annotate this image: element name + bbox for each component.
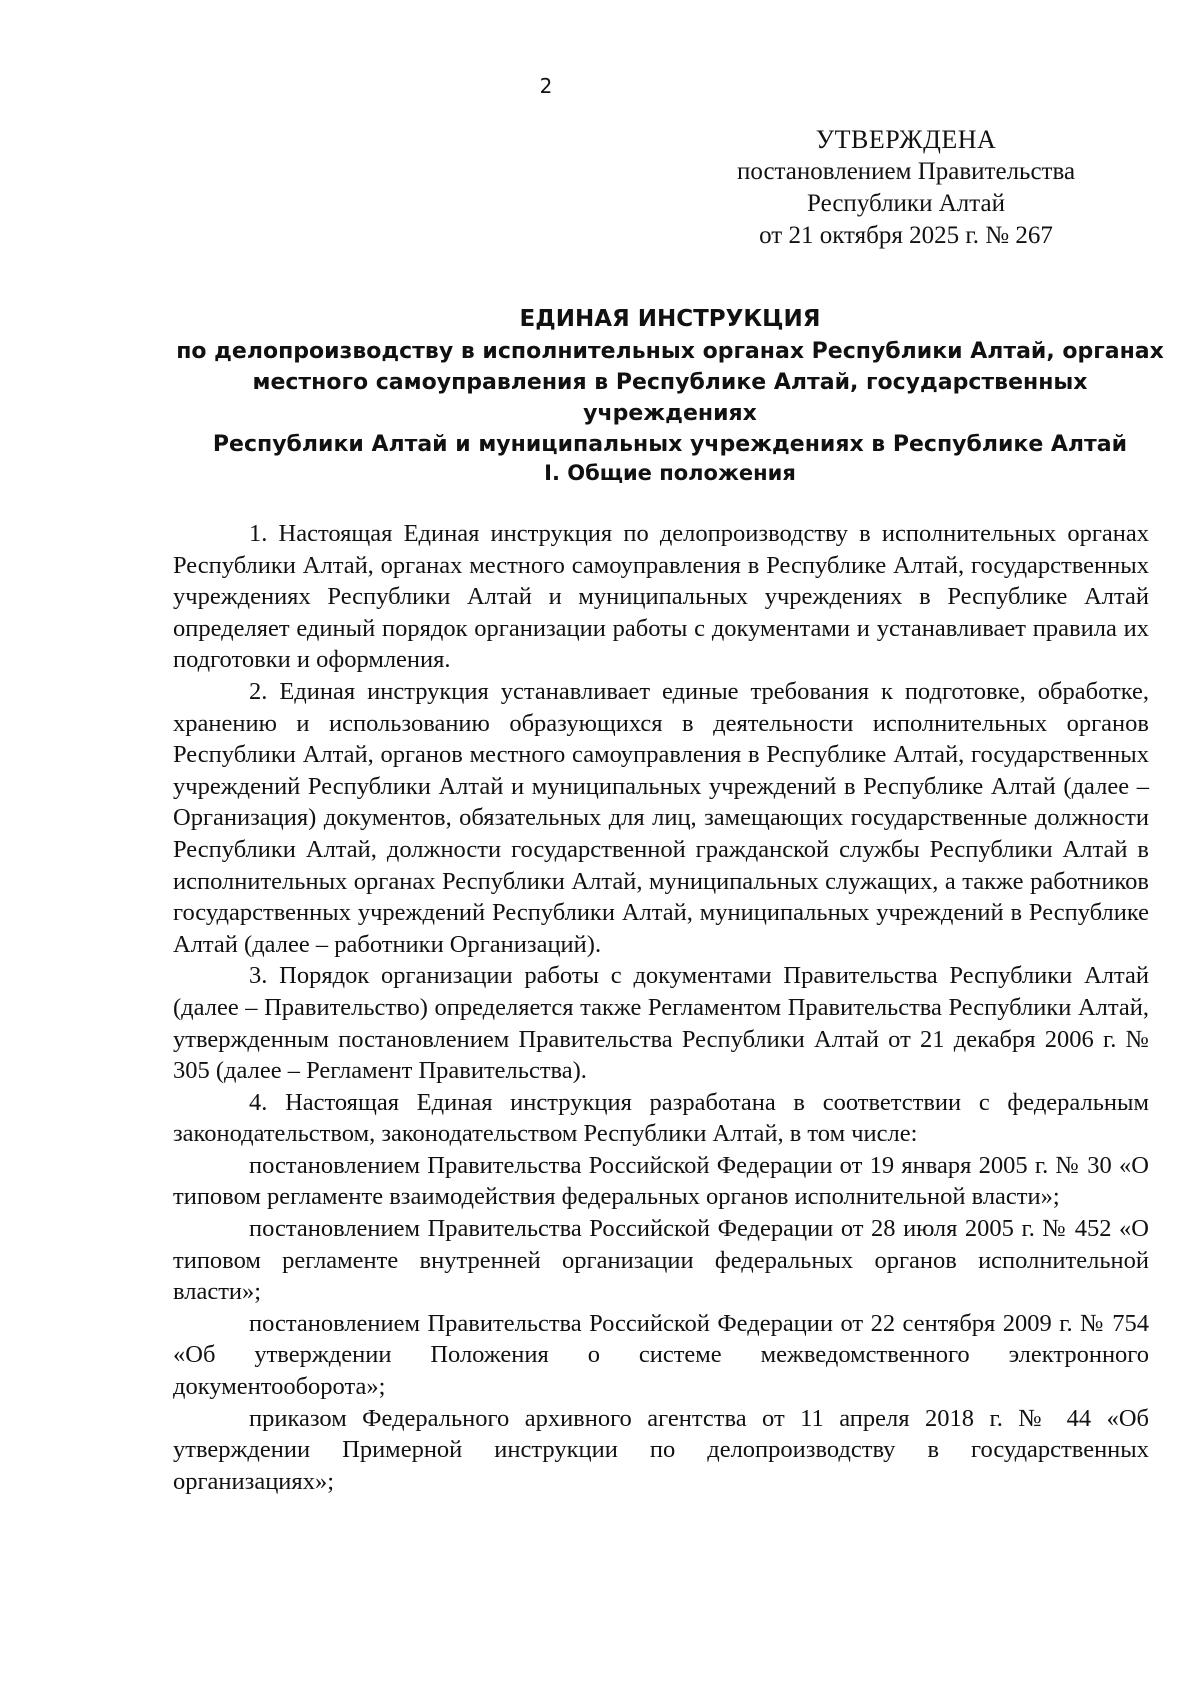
document-title-main: ЕДИНАЯ ИНСТРУКЦИЯ [519, 306, 821, 332]
document-title [170, 304, 1170, 460]
paragraph-list-item-1: постановлением Правительства Российской Федерации от 19 января 2005 г. № 30 «О типовом регламенте взаимодействия федеральных органов исполнительной власти»; [173, 1151, 1149, 1211]
section-heading: I. Общие положения [544, 461, 796, 485]
page-number: 2 [539, 74, 553, 98]
document-title-line-2: местного самоуправления в Республике Алтай, государственных учреждениях [252, 370, 1088, 426]
paragraph-3: 3. Порядок организации работы с документами Правительства Республики Алтай (далее – Правительство) определяется также Регламентом Правительства Республики Алтай, утвержденным постановлением Правительства Республики Алтай от 21 декабря 2006 г. № 305 (далее – Регламент Правительства). [173, 962, 1149, 1085]
approval-line-1: постановлением Правительства [736, 158, 1076, 185]
approval-title: УТВЕРЖДЕНА [815, 125, 997, 154]
approval-line-2: Республики Алтай [807, 190, 1005, 217]
paragraph-4: 4. Настоящая Единая инструкция разработана в соответствии с федеральным законодательством, законодательством Республики Алтай, в том числе: [173, 1088, 1149, 1148]
paragraph-2: 2. Единая инструкция устанавливает единые требования к подготовке, обработке, хранению и использованию образующихся в деятельности исполнительных органов Республики Алтай, органов местного самоуправления в Республике Алтай, государственных учреждений Республики Алтай и муниципальных учреждений в Республике Алтай (далее – Организация) документов, обязательных для лиц, замещающих государственные должности Республики Алтай, должности государственной гражданской службы Республики Алтай в исполнительных органах Республики Алтай, муниципальных служащих, а также работников государственных учреждений Республики Алтай, муниципальных учреждений в Республике Алтай (далее – работники Организаций). [173, 677, 1149, 958]
document-title-line-1: по делопроизводству в исполнительных органах Республики Алтай, органах [176, 339, 1164, 364]
approval-line-3: от 21 октября 2025 г. № 267 [759, 222, 1053, 249]
paragraph-list-item-2: постановлением Правительства Российской Федерации от 28 июля 2005 г. № 452 «О типовом регламенте внутренней организации федеральных органов исполнительной власти»; [173, 1215, 1149, 1306]
paragraph-list-item-3: постановлением Правительства Российской Федерации от 22 сентября 2009 г. № 754 «Об утверждении Положения о системе межведомственного электронного документооборота»; [173, 1309, 1149, 1401]
document-title-line-3: Республики Алтай и муниципальных учреждениях в Республике Алтай [212, 432, 1128, 457]
document-body [173, 518, 1149, 1497]
approval-stamp [716, 124, 1096, 252]
paragraph-list-item-4: приказом Федерального архивного агентства от 11 апреля 2018 г. № 44 «Об утверждении Примерной инструкции по делопроизводству в государственных организациях»; [173, 1404, 1149, 1495]
paragraph-1: 1. Настоящая Единая инструкция по делопроизводству в исполнительных органах Республики Алтай, органах местного самоуправления в Республике Алтай, государственных учреждениях Республики Алтай и муниципальных учреждениях в Республике Алтай определяет единый порядок организации работы с документами и устанавливает правила их подготовки и оформления. [173, 520, 1149, 674]
